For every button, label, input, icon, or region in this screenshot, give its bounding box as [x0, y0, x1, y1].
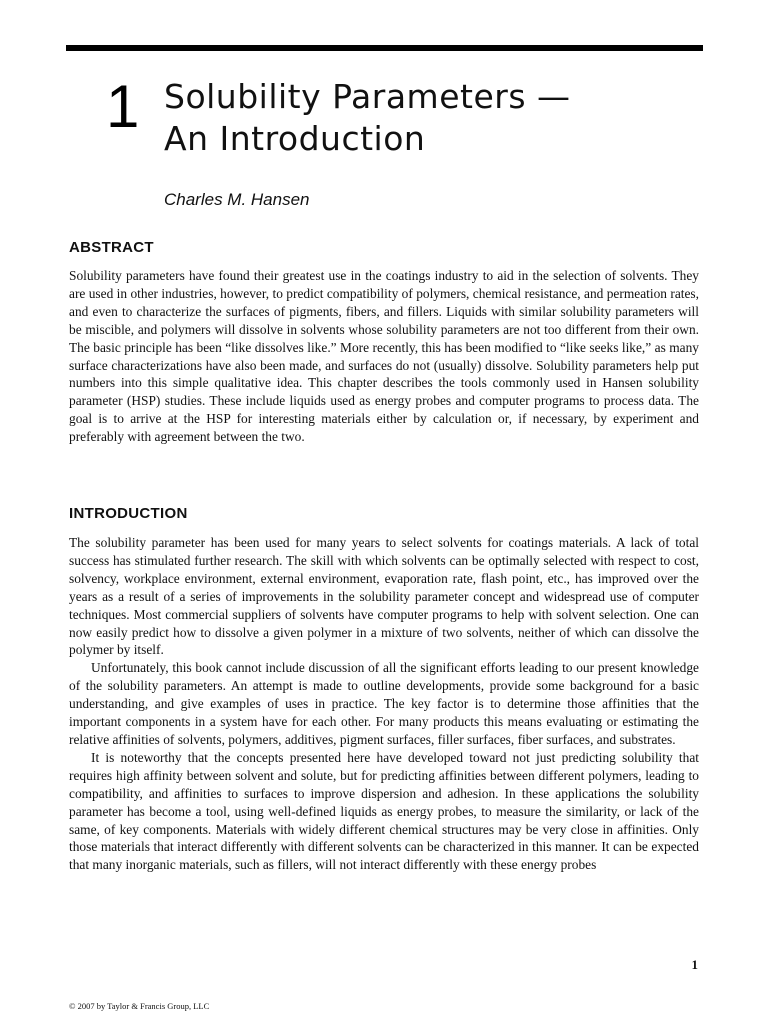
copyright-notice: © 2007 by Taylor & Francis Group, LLC — [69, 1001, 210, 1011]
abstract-paragraph: Solubility parameters have found their greatest use in the coatings industry to aid in the selection of solvents. They are used in other industries, however, to predict compatibility of polymers, chemical resistance, and permeation rates, and even to characterize the surfaces of pigments, fibers, and fillers. Liquids with similar solubility parameters will be miscible, and polymers will dissolve in solvents whose solubility parameters are not too different from their own. The basic principle has been “like dissolves like.” More recently, this has been modified to “like seeks like,” as many surface characterizations have also been made, and surfaces do not (usually) dissolve. Solubility parameters help put numbers into this simple qualitative idea. This chapter describes the tools commonly used in Hansen solubility parameter (HSP) studies. These include liquids used as energy probes and computer programs to process data. The goal is to arrive at the HSP for interesting materials either by calculation or, if necessary, by experiment and preferably with agreement between the two. — [69, 268, 699, 445]
chapter-title-line-1: Solubility Parameters — — [164, 77, 571, 116]
page-number: 1 — [691, 957, 698, 972]
chapter-top-rule — [66, 45, 703, 51]
chapter-title — [164, 76, 704, 160]
introduction-heading: INTRODUCTION — [69, 505, 188, 522]
introduction-paragraph-3: It is noteworthy that the concepts presented here have developed toward not just predicting solubility that requires high affinity between solvent and solute, but for predicting affinities between different polymers, leading to compatibility, and affinities to surfaces to improve dispersion and adhesion. In these applications the solubility parameter has become a tool, using well-defined liquids as energy probes, to measure the similarity, or lack of the same, of key components. Materials with widely different chemical structures may be very close in affinities. Only those materials that interact differently with different solvents can be characterized in this manner. It can be expected that many inorganic materials, such as fillers, will not interact differently with these energy probes — [69, 749, 699, 873]
chapter-number: 1 — [106, 73, 140, 140]
introduction-body — [69, 534, 699, 874]
introduction-paragraph-2: Unfortunately, this book cannot include discussion of all the significant efforts leading to our present knowledge of the solubility parameters. An attempt is made to outline developments, provide some background for a basic understanding, and give examples of uses in practice. The key factor is to determine those affinities that the important components in a system have for each other. For many products this means evaluating or estimating the relative affinities of solvents, polymers, additives, pigment surfaces, filler surfaces, fiber surfaces, and substrates. — [69, 660, 699, 747]
introduction-paragraph-1: The solubility parameter has been used for many years to select solvents for coatings materials. A lack of total success has stimulated further research. The skill with which solvents can be optimally selected with respect to cost, solvency, workplace environment, external environment, evaporation rate, flash point, etc., has improved over the years as a result of a series of improvements in the solubility parameter concept and widespread use of computer techniques. Most commercial suppliers of solvents have computer programs to help with solvent selection. One can now easily predict how to dissolve a given polymer in a mixture of two solvents, neither of which can dissolve the polymer by itself. — [69, 535, 699, 658]
abstract-heading: ABSTRACT — [69, 239, 154, 256]
chapter-title-line-2: An Introduction — [164, 119, 426, 158]
chapter-author: Charles M. Hansen — [164, 190, 310, 209]
